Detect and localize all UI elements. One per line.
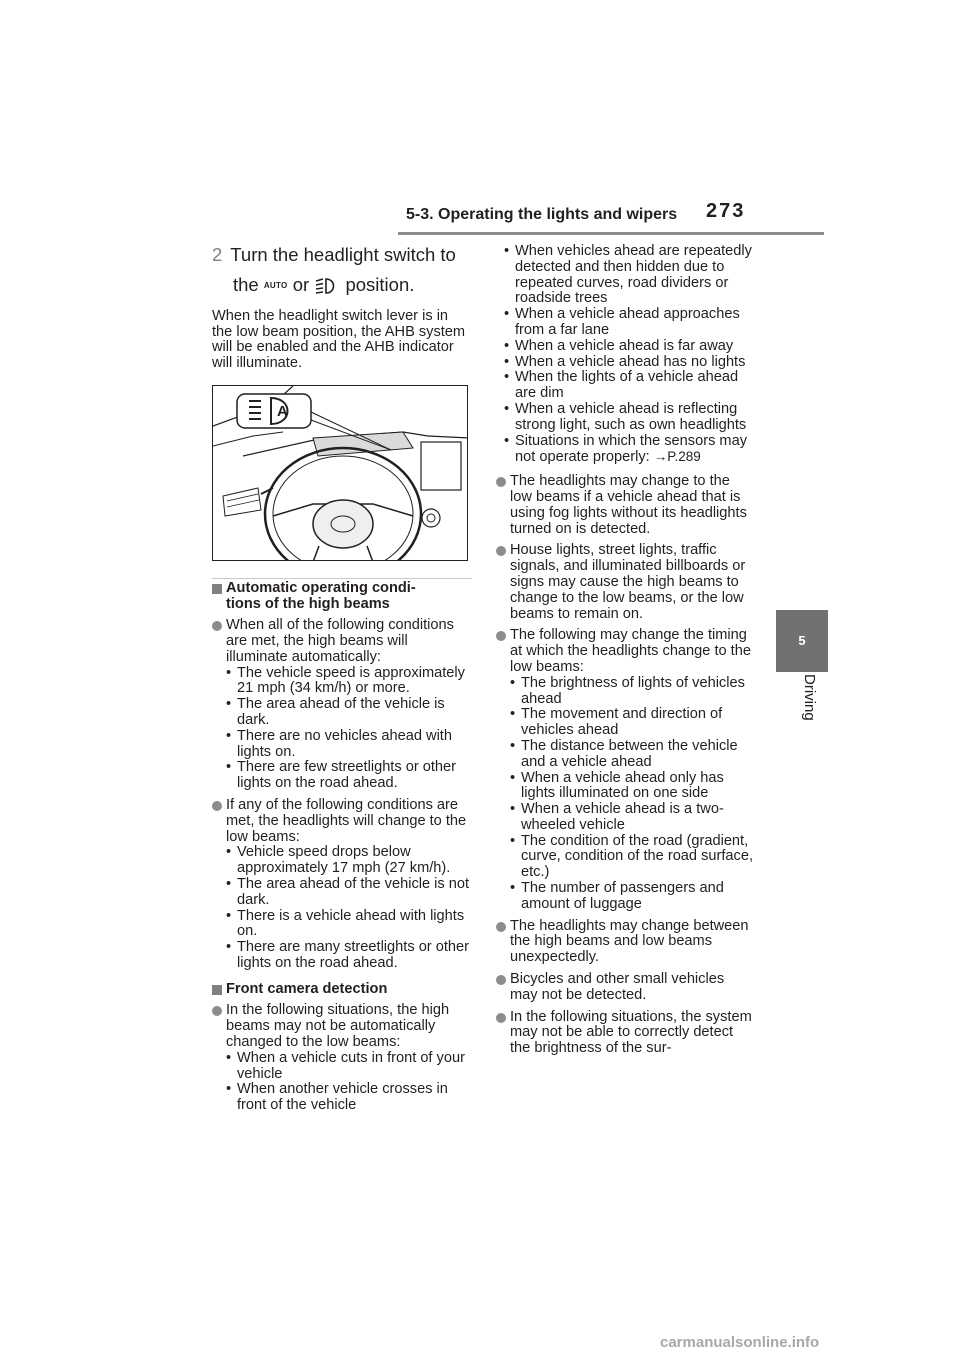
auto-symbol: AUTO <box>263 281 288 290</box>
entry-text: The following may change the timing at which the headlights change to the low beams: <box>510 627 751 675</box>
dashboard-illustration <box>213 386 468 561</box>
entry-high-beam-on <box>212 618 472 792</box>
step-2 <box>212 240 472 301</box>
list-item: • When a vehicle ahead is far away <box>504 339 754 355</box>
step-text-or: or <box>292 274 310 295</box>
round-bullet-icon <box>212 1006 222 1016</box>
list-item: • When a vehicle ahead is reflecting strong light, such as own headlights <box>504 402 754 434</box>
list-item: • When a vehicle cuts in front of your vehicle <box>226 1051 472 1083</box>
section-heading-camera <box>212 980 472 998</box>
list-item: • When a vehicle ahead has no lights <box>504 355 754 371</box>
round-bullet-icon <box>496 631 506 641</box>
heading-line2: tions of the high beams <box>226 595 390 612</box>
chapter-label: Driving <box>801 674 818 721</box>
step-text-line1: Turn the headlight switch to <box>230 244 456 265</box>
entry-text: The headlights may change between the high beams and low beams unexpectedly. <box>510 917 749 966</box>
entry-text: The headlights may change to the low beams if a vehicle ahead that is using fog lights without its headlights turned on is detected. <box>510 473 747 537</box>
list-item: • When a vehicle ahead is a two-wheeled vehicle <box>510 802 754 834</box>
situation-list <box>226 1051 472 1114</box>
chapter-tab[interactable]: 5 <box>776 610 828 672</box>
left-column <box>212 240 472 1120</box>
condition-list <box>226 666 472 792</box>
list-item: • There is a vehicle ahead with lights on. <box>226 909 472 941</box>
heading-line1: Automatic operating condi- <box>226 580 416 596</box>
list-item: • When a vehicle ahead approaches from a far lane <box>504 307 754 339</box>
list-item: • There are many streetlights or other lights on the road ahead. <box>226 940 472 972</box>
list-item: • The vehicle speed is approximately 21 mph (34 km/h) or more. <box>226 666 472 698</box>
page-reference-link[interactable]: →P.289 <box>653 449 701 465</box>
entry-timing <box>496 628 754 912</box>
list-item: • The area ahead of the vehicle is not dark. <box>226 877 472 909</box>
intro-text: When the headlight switch lever is in the low beam position, the AHB system will be enabled and the AHB indicator will illuminate. <box>212 308 466 371</box>
entry-fog-lights <box>496 474 754 537</box>
dashboard-figure <box>212 385 468 561</box>
step-text-suffix: position. <box>345 274 415 295</box>
entry-text: In the following situations, the high beams may not be automatically changed to the low beams: <box>226 1002 450 1050</box>
list-item: • When vehicles ahead are repeatedly detected and then hidden due to repeated curves, road dividers or roadside trees <box>504 244 754 307</box>
entry-house-lights <box>496 543 754 622</box>
section-title: 5-3. Operating the lights and wipers <box>406 206 678 223</box>
entry-text: If any of the following conditions are met, the headlights will change to the low beams: <box>226 796 467 845</box>
header-divider <box>398 232 824 235</box>
list-item: • When another vehicle crosses in front of the vehicle <box>226 1082 472 1114</box>
right-column <box>496 244 754 1063</box>
list-item: • The number of passengers and amount of luggage <box>510 881 754 913</box>
list-item <box>504 434 754 467</box>
headlight-icon <box>314 276 340 296</box>
round-bullet-icon <box>496 975 506 985</box>
heading-text: Front camera detection <box>226 980 388 997</box>
square-bullet-icon <box>212 584 222 594</box>
list-item: • Vehicle speed drops below approximately 17 mph (27 km/h). <box>226 845 472 877</box>
list-item: • There are no vehicles ahead with lights on. <box>226 729 472 761</box>
indicator-letter: A <box>277 403 288 420</box>
entry-low-beam-change <box>212 798 472 972</box>
step-number: 2 <box>212 244 223 265</box>
round-bullet-icon <box>496 1013 506 1023</box>
list-item: • When the lights of a vehicle ahead are dim <box>504 370 754 402</box>
list-item: • The movement and direction of vehicles ahead <box>510 707 754 739</box>
condition-list <box>226 845 472 971</box>
list-item: • There are few streetlights or other lights on the road ahead. <box>226 760 472 792</box>
section-heading-automatic <box>212 578 472 612</box>
list-item: • The distance between the vehicle and a vehicle ahead <box>510 739 754 771</box>
round-bullet-icon <box>212 621 222 631</box>
round-bullet-icon <box>212 801 222 811</box>
list-item: • The brightness of lights of vehicles ahead <box>510 676 754 708</box>
page-number: 273 <box>706 200 746 222</box>
entry-text: In the following situations, the system may not be able to correctly detect the brightness of the sur- <box>510 1008 752 1057</box>
entry-camera-situations <box>212 1003 472 1114</box>
square-bullet-icon <box>212 985 222 995</box>
sensor-text: Situations in which the sensors may not operate properly: <box>515 432 747 466</box>
entry-text: Bicycles and other small vehicles may not be detected. <box>510 971 725 1003</box>
watermark: carmanualsonline.info <box>660 1334 820 1351</box>
entry-small-vehicles <box>496 972 754 1004</box>
timing-list <box>510 676 754 913</box>
entry-text: House lights, street lights, traffic signals, and illuminated billboards or signs may cause the high beams to change to the low beams, or the low beams to remain on. <box>510 542 746 622</box>
step-text-prefix: the <box>233 274 259 295</box>
entry-text: When all of the following conditions are met, the high beams will illuminate automatically: <box>226 617 454 665</box>
list-item: • The condition of the road (gradient, curve, condition of the road surface, etc.) <box>510 834 754 881</box>
round-bullet-icon <box>496 922 506 932</box>
list-item: • The area ahead of the vehicle is dark. <box>226 697 472 729</box>
round-bullet-icon <box>496 546 506 556</box>
continued-situation-list <box>496 244 754 466</box>
list-item: • When a vehicle ahead only has lights illuminated on one side <box>510 771 754 803</box>
round-bullet-icon <box>496 477 506 487</box>
entry-brightness <box>496 1010 754 1057</box>
entry-unexpected-change <box>496 919 754 966</box>
